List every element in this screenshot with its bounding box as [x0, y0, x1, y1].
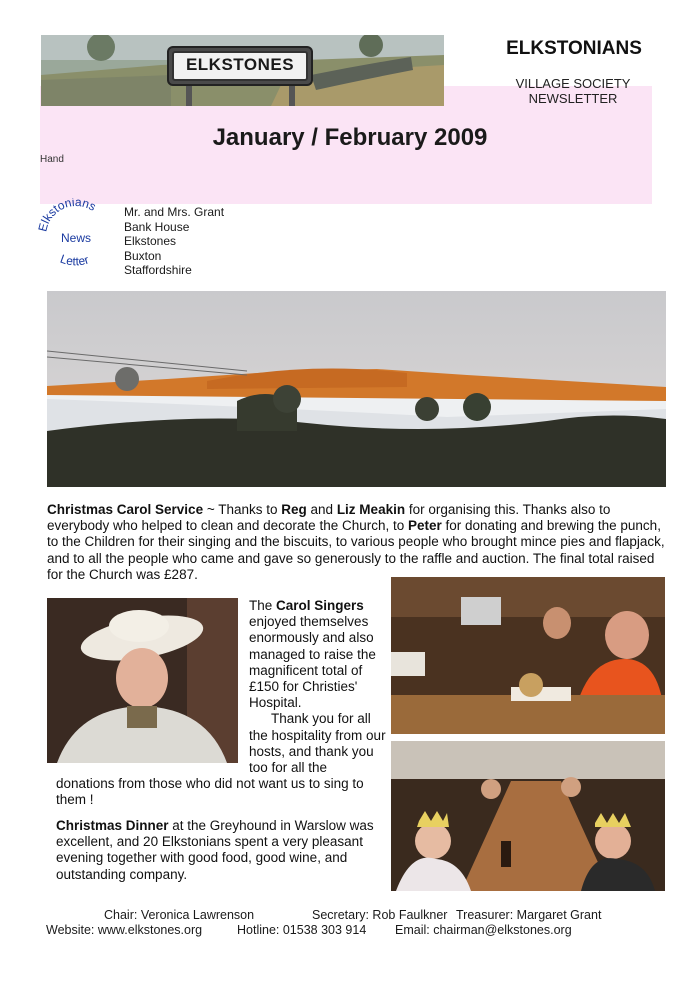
carol-singers-article — [249, 598, 388, 776]
carol-service-heading: Christmas Carol Service — [47, 502, 204, 517]
address-line: Staffordshire — [124, 263, 192, 277]
address-line: Bank House — [124, 219, 190, 234]
footer-chair: Chair: Veronica Lawrenson — [104, 908, 255, 922]
carol-singer-photo — [47, 598, 238, 763]
person-name: Reg — [281, 502, 307, 517]
article-text: and — [306, 502, 337, 517]
carol-singers-heading: Carol Singers — [276, 598, 364, 613]
footer-hotline: Hotline: 01538 303 914 — [237, 923, 367, 937]
winter-landscape-photo — [47, 291, 666, 487]
address-line: Mr. and Mrs. Grant — [124, 205, 225, 219]
svg-text:Letter — [58, 252, 90, 269]
article-text: for donating and brewing the punch, to the Children for their singing and the biscuits, to various people who brought mince pies and flapjack, and to all the people who came and gave so generously to the raffle and auction. The final total raised for the Church was £287. — [47, 518, 665, 582]
village-sign — [169, 48, 311, 84]
person-name: Peter — [408, 518, 442, 534]
subtitle-line-2: NEWSLETTER — [528, 91, 618, 106]
sign-text: ELKSTONES — [172, 51, 308, 81]
delivery-note: Hand — [40, 154, 64, 165]
issue-date: January / February 2009 — [212, 124, 488, 151]
newsletter-title: ELKSTONIANS — [506, 38, 642, 59]
address-line: Buxton — [124, 248, 162, 263]
logo-bottom-text: Letter — [58, 251, 91, 269]
article-text: The — [249, 598, 277, 613]
logo-middle-text: News — [61, 231, 92, 245]
article-text: ~ Thanks to — [203, 502, 282, 517]
article-text: at the Greyhound in Warslow was excellent, and 20 Elkstonians spent a very pleasant evening together with good food, good wine, and outstanding company. — [56, 818, 374, 882]
address-line: Elkstones — [124, 234, 177, 248]
carol-singers-article-continued: donations from those who did not want us to sing to them ! — [56, 776, 364, 808]
christmas-dinner-article — [56, 818, 390, 883]
christmas-dinner-photo — [391, 741, 665, 891]
svg-text:Elkstonians — [38, 198, 98, 233]
carol-service-article — [47, 502, 665, 583]
article-text: Thank you for all the hospitality from our hosts, and thank you too for all the — [249, 711, 386, 776]
party-photo — [391, 577, 665, 734]
article-text: for organising this. Thanks also to everybody who helped to clean and decorate the Church, to — [47, 502, 611, 534]
article-text: enjoyed themselves enormously and also managed to raise the magnificent total of £150 for Christies' Hospital. — [249, 614, 376, 711]
subtitle-line-1: VILLAGE SOCIETY — [515, 76, 631, 91]
mailing-address — [124, 205, 224, 278]
footer-secretary: Secretary: Rob Faulkner — [312, 908, 448, 922]
christmas-dinner-heading: Christmas Dinner — [56, 818, 169, 833]
elkstones-sign-photo — [41, 35, 444, 106]
footer-treasurer: Treasurer: Margaret Grant — [456, 908, 602, 922]
logo-top-text: lkstonians — [38, 198, 99, 226]
newsletter-logo — [38, 198, 118, 276]
footer-email: Email: chairman@elkstones.org — [395, 923, 572, 937]
newsletter-subtitle — [490, 76, 656, 106]
person-name: Liz Meakin — [336, 502, 406, 517]
footer-website: Website: www.elkstones.org — [46, 923, 203, 937]
